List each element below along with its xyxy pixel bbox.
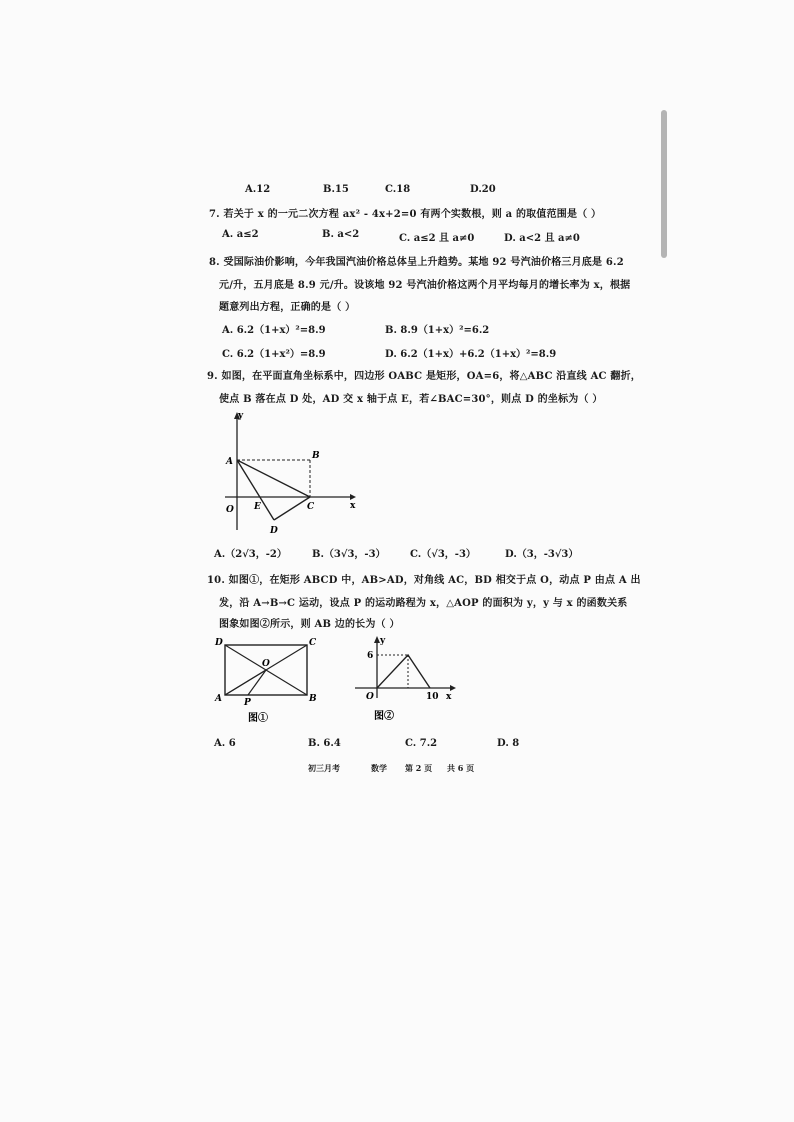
q9-figure (210, 405, 370, 540)
label-y: y (238, 411, 244, 421)
label-e: E (254, 502, 261, 512)
label-x: x (446, 692, 452, 702)
q9-option-b: B.（3√3，-3） (312, 549, 386, 560)
graph-line (377, 655, 430, 688)
q7-option-b: B. a<2 (322, 229, 360, 240)
label-y: y (380, 636, 386, 646)
q10-figure-1 (210, 633, 325, 725)
label-o: O (262, 659, 270, 669)
q10-line-2: 发，沿 A→B→C 运动，设点 P 的运动路程为 x，△AOP 的面积为 y，y 与 x 的函数关系 (219, 598, 628, 609)
label-b: B (312, 451, 320, 461)
q10-option-c: C. 7.2 (405, 738, 438, 749)
label-b: B (309, 694, 317, 704)
segment-op (248, 670, 266, 695)
q10-option-b: B. 6.4 (308, 738, 341, 749)
q8-option-b: B. 8.9（1+x）²=6.2 (385, 325, 490, 336)
q6-option-d: D.20 (470, 184, 496, 195)
label-c: C (307, 502, 315, 512)
q6-option-b: B.15 (323, 184, 349, 195)
q9-line-1: 9. 如图，在平面直角坐标系中，四边形 OABC 是矩形，OA=6，将△ABC 沿直线 AC 翻折， (207, 371, 641, 382)
q9-option-a: A.（2√3，-2） (214, 549, 287, 560)
figure-2-caption: 图② (374, 711, 394, 722)
q7-option-d: D. a<2 且 a≠0 (504, 233, 580, 244)
footer-page-number: 第 2 页 (405, 763, 433, 773)
q6-option-c: C.18 (385, 184, 411, 195)
q8-line-2: 元/升，五月底是 8.9 元/升。设该地 92 号汽油价格这两个月平均每月的增长率为 x，根据 (219, 280, 631, 291)
q6-option-a: A.12 (245, 184, 271, 195)
footer-exam-name: 初三月考 (308, 763, 340, 773)
q9-line-2: 使点 B 落在点 D 处，AD 交 x 轴于点 E，若∠BAC=30°，则点 D 的坐标为（ ） (219, 394, 603, 405)
label-c: C (309, 638, 317, 648)
label-o: O (366, 692, 374, 702)
q10-option-a: A. 6 (214, 738, 236, 749)
q7-stem: 7. 若关于 x 的一元二次方程 ax² - 4x+2=0 有两个实数根，则 a 的取值范围是（ ） (209, 209, 602, 220)
figure-1-caption: 图① (248, 713, 268, 724)
footer-subject: 数学 (371, 763, 387, 773)
x-axis-arrow-icon (350, 494, 356, 500)
segment-dc (274, 497, 310, 520)
q10-option-d: D. 8 (497, 738, 520, 749)
q10-line-3: 图象如图②所示，则 AB 边的长为（ ） (219, 619, 400, 630)
q7-option-c: C. a≤2 且 a≠0 (399, 233, 475, 244)
q8-option-c: C. 6.2（1+x²）=8.9 (222, 349, 326, 360)
label-6: 6 (367, 651, 374, 661)
vertical-scrollbar-thumb[interactable] (661, 110, 667, 258)
q9-option-c: C.（√3，-3） (410, 549, 476, 560)
label-o: O (226, 505, 234, 515)
label-a: A (215, 694, 222, 704)
q8-line-3: 题意列出方程，正确的是（ ） (219, 302, 356, 313)
q8-line-1: 8. 受国际油价影响，今年我国汽油价格总体呈上升趋势。某地 92 号汽油价格三月底是 6.2 (209, 257, 624, 268)
q10-figure-2 (350, 633, 460, 725)
label-a: A (226, 457, 233, 467)
segment-ao (225, 670, 266, 695)
label-p: P (244, 698, 251, 708)
q9-option-d: D.（3，-3√3） (505, 549, 579, 560)
label-d: D (270, 526, 278, 536)
q10-line-1: 10. 如图①，在矩形 ABCD 中，AB>AD，对角线 AC，BD 相交于点 O，动点 P 由点 A 出 (207, 575, 641, 586)
footer-total-pages: 共 6 页 (447, 763, 475, 773)
label-x: x (350, 501, 356, 511)
label-d: D (215, 638, 223, 648)
q8-option-d: D. 6.2（1+x）+6.2（1+x）²=8.9 (385, 349, 557, 360)
label-10: 10 (426, 692, 439, 702)
x-axis-arrow-icon (450, 685, 456, 691)
q8-option-a: A. 6.2（1+x）²=8.9 (222, 325, 326, 336)
q7-option-a: A. a≤2 (222, 229, 259, 240)
